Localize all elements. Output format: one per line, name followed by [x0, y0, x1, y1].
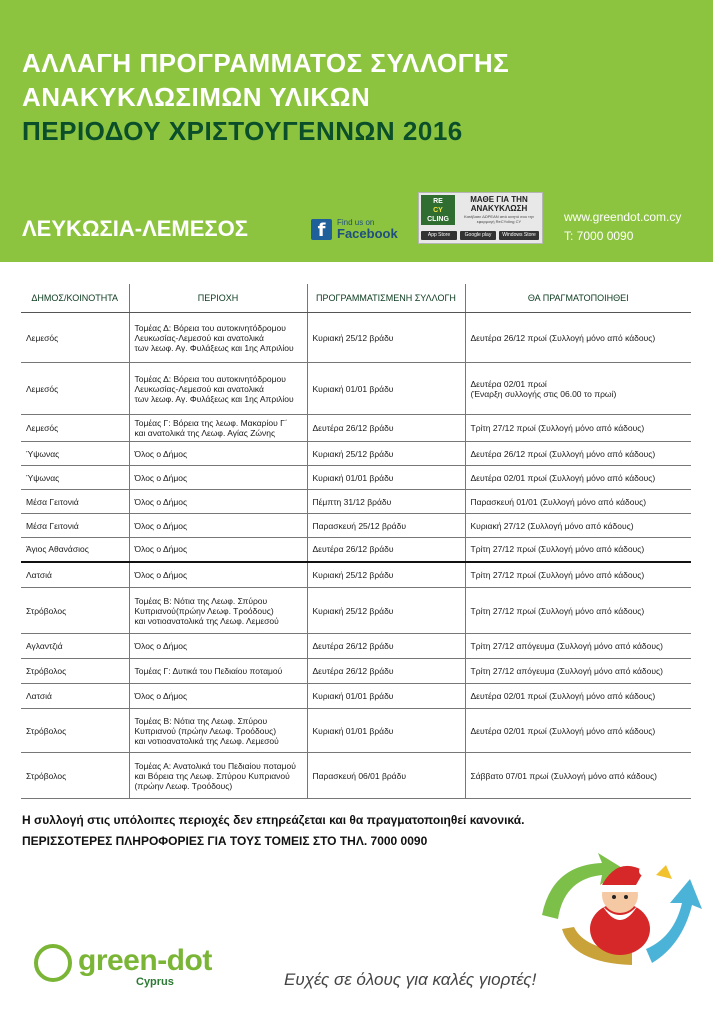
notice-line-2: ΠΕΡΙΣΣΟΤΕΡΕΣ ΠΛΗΡΟΦΟΡΙΕΣ ΓΙΑ ΤΟΥΣ ΤΟΜΕΙΣ ΣΤΟ ΤΗΛ. 7000 0090 — [22, 834, 428, 848]
cell-rescheduled: Τρίτη 27/12 απόγευμα (Συλλογή μόνο από κάδους) — [465, 659, 691, 684]
header-banner — [0, 0, 713, 262]
table-row — [21, 466, 691, 490]
cell-scheduled: Κυριακή 01/01 βράδυ — [307, 363, 465, 415]
table-row — [21, 562, 691, 588]
facebook-icon: f — [311, 219, 332, 240]
cell-area: Τομέας Β: Νότια της Λεωφ. Σπύρου Κυπριανού(πρώην Λεωφ. Τροόδους) και νοτιοανατολικά της Λεωφ. Λεμεσού — [129, 588, 307, 634]
table-row — [21, 363, 691, 415]
table-row — [21, 514, 691, 538]
santa-eye — [624, 895, 628, 899]
cell-municipality: Ύψωνας — [21, 442, 129, 466]
cell-rescheduled: Δευτέρα 02/01 πρωί (Έναρξη συλλογής στις 06.00 το πρωί) — [465, 363, 691, 415]
phone-number: T: 7000 0090 — [564, 229, 634, 243]
cell-scheduled: Παρασκευή 06/01 βράδυ — [307, 753, 465, 799]
cell-area: Όλος ο Δήμος — [129, 562, 307, 588]
cell-rescheduled: Τρίτη 27/12 πρωί (Συλλογή μόνο από κάδους) — [465, 562, 691, 588]
table-row — [21, 684, 691, 709]
app-store-button[interactable]: App Store — [421, 231, 457, 240]
cell-rescheduled: Δευτέρα 02/01 πρωί (Συλλογή μόνο από κάδους) — [465, 709, 691, 753]
title-line-2: ΑΝΑΚΥΚΛΩΣΙΜΩΝ ΥΛΙΚΩΝ — [22, 82, 371, 112]
cell-area: Όλος ο Δήμος — [129, 466, 307, 490]
recycling-sub-text: Κατέβασε ΔΩΡΕΑΝ από κινητό σου την εφαρμογή ReCYcling CY — [464, 214, 534, 224]
cell-municipality: Λατσιά — [21, 562, 129, 588]
cell-area: Όλος ο Δήμος — [129, 490, 307, 514]
cell-scheduled: Κυριακή 25/12 βράδυ — [307, 313, 465, 363]
cell-municipality: Στρόβολος — [21, 588, 129, 634]
santa-eye — [612, 895, 616, 899]
cell-scheduled: Δευτέρα 26/12 βράδυ — [307, 538, 465, 562]
cell-rescheduled: Παρασκευή 01/01 (Συλλογή μόνο από κάδους) — [465, 490, 691, 514]
cell-scheduled: Κυριακή 25/12 βράδυ — [307, 562, 465, 588]
facebook-find-text: Find us on — [337, 218, 375, 227]
cell-area: Τομέας Α: Ανατολικά του Πεδιαίου ποταμού και Βόρεια της Λεωφ. Σπύρου Κυπριανού (πρώην Λεωφ. Τροόδους) — [129, 753, 307, 799]
col-header-scheduled: ΠΡΟΓΡΑΜΜΑΤΙΣΜΕΝΗ ΣΥΛΛΟΓΗ — [307, 284, 465, 313]
cell-area: Τομέας Δ: Βόρεια του αυτοκινητόδρομου Λευκωσίας-Λεμεσού και ανατολικά των λεωφ. Αγ. Φυλάξεως και 1ης Απριλίου — [129, 313, 307, 363]
cell-rescheduled: Δευτέρα 26/12 πρωί (Συλλογή μόνο από κάδους) — [465, 442, 691, 466]
table-row — [21, 415, 691, 442]
cell-area: Τομέας Β: Νότια της Λεωφ. Σπύρου Κυπριανού (πρώην Λεωφ. Τροόδους) και νοτιοανατολικά της Λεωφ. Λεμεσού — [129, 709, 307, 753]
cell-scheduled: Δευτέρα 26/12 βράδυ — [307, 659, 465, 684]
cell-area: Τομέας Δ: Βόρεια του αυτοκινητόδρομου Λευκωσίας-Λεμεσού και ανατολικά των λεωφ. Αγ. Φυλάξεως και 1ης Απριλίου — [129, 363, 307, 415]
table-row — [21, 634, 691, 659]
region-label: ΛΕΥΚΩΣΙΑ-ΛΕΜΕΣΟΣ — [22, 216, 248, 241]
cell-scheduled: Παρασκευή 25/12 βράδυ — [307, 514, 465, 538]
schedule-table — [21, 284, 691, 799]
santa-hat-trim — [598, 885, 642, 892]
col-header-rescheduled: ΘΑ ΠΡΑΓΜΑΤΟΠΟΙΗΘΕΙ — [465, 284, 691, 313]
cell-scheduled: Κυριακή 01/01 βράδυ — [307, 709, 465, 753]
cell-municipality: Στρόβολος — [21, 659, 129, 684]
table-row — [21, 538, 691, 562]
green-dot-logo — [34, 942, 234, 992]
cell-municipality: Άγιος Αθανάσιος — [21, 538, 129, 562]
season-greeting: Ευχές σε όλους για καλές γιορτές! — [284, 970, 537, 989]
cell-scheduled: Κυριακή 25/12 βράδυ — [307, 588, 465, 634]
logo-country: Cyprus — [136, 976, 174, 988]
cell-rescheduled: Τρίτη 27/12 πρωί (Συλλογή μόνο από κάδους) — [465, 538, 691, 562]
cell-municipality: Λεμεσός — [21, 415, 129, 442]
google-play-button[interactable]: Google play — [460, 231, 496, 240]
title-line-1: ΑΛΛΑΓΗ ΠΡΟΓΡΑΜΜΑΤΟΣ ΣΥΛΛΟΓΗΣ — [22, 48, 510, 78]
cell-municipality: Ύψωνας — [21, 466, 129, 490]
cell-municipality: Στρόβολος — [21, 753, 129, 799]
col-header-municipality: ΔΗΜΟΣ/ΚΟΙΝΟΤΗΤΑ — [21, 284, 129, 313]
table-row — [21, 753, 691, 799]
cell-municipality: Στρόβολος — [21, 709, 129, 753]
cell-scheduled: Δευτέρα 26/12 βράδυ — [307, 415, 465, 442]
cell-scheduled: Κυριακή 01/01 βράδυ — [307, 466, 465, 490]
cell-municipality: Αγλαντζιά — [21, 634, 129, 659]
cell-area: Όλος ο Δήμος — [129, 634, 307, 659]
recycle-arrow-blue — [646, 879, 702, 963]
cell-scheduled: Δευτέρα 26/12 βράδυ — [307, 634, 465, 659]
santa-hat-pompom — [639, 866, 649, 876]
cell-scheduled: Κυριακή 25/12 βράδυ — [307, 442, 465, 466]
cell-scheduled: Κυριακή 01/01 βράδυ — [307, 684, 465, 709]
table-row — [21, 659, 691, 684]
cell-rescheduled: Τρίτη 27/12 απόγευμα (Συλλογή μόνο από κάδους) — [465, 634, 691, 659]
logo-text: green-dot — [78, 944, 212, 977]
col-header-area: ΠΕΡΙΟΧΗ — [129, 284, 307, 313]
facebook-name-text: Facebook — [337, 226, 398, 241]
cell-rescheduled: Τρίτη 27/12 πρωί (Συλλογή μόνο από κάδους) — [465, 588, 691, 634]
website-link[interactable]: www.greendot.com.cy — [564, 210, 682, 224]
cell-area: Τομέας Γ: Δυτικά του Πεδιαίου ποταμού — [129, 659, 307, 684]
table-header-row — [21, 284, 691, 313]
table-row — [21, 709, 691, 753]
santa-recycling-icon — [532, 845, 708, 973]
table-row — [21, 588, 691, 634]
cell-rescheduled: Δευτέρα 02/01 πρωί (Συλλογή μόνο από κάδους) — [465, 684, 691, 709]
cell-municipality: Μέσα Γειτονιά — [21, 514, 129, 538]
windows-store-button[interactable]: Windows Store — [499, 231, 539, 240]
cell-area: Όλος ο Δήμος — [129, 538, 307, 562]
cell-municipality: Λεμεσός — [21, 313, 129, 363]
table-row — [21, 442, 691, 466]
recycling-learn-text: ΜΑΘΕ ΓΙΑ ΤΗΝ ΑΝΑΚΥΚΛΩΣΗ — [470, 195, 528, 213]
facebook-link[interactable] — [311, 217, 399, 243]
cell-rescheduled: Δευτέρα 02/01 πρωί (Συλλογή μόνο από κάδους) — [465, 466, 691, 490]
cell-rescheduled: Σάββατο 07/01 πρωί (Συλλογή μόνο από κάδους) — [465, 753, 691, 799]
cell-area: Όλος ο Δήμος — [129, 442, 307, 466]
cell-municipality: Λεμεσός — [21, 363, 129, 415]
table-row — [21, 313, 691, 363]
cell-area: Τομέας Γ: Βόρεια της λεωφ. Μακαρίου Γ΄ και ανατολικά της Λεωφ. Αγίας Ζώνης — [129, 415, 307, 442]
green-dot-recycle-icon — [34, 944, 72, 982]
cell-area: Όλος ο Δήμος — [129, 514, 307, 538]
cell-area: Όλος ο Δήμος — [129, 684, 307, 709]
recycling-logo-icon: RE CY CLING — [421, 195, 455, 225]
cell-municipality: Λατσιά — [21, 684, 129, 709]
cell-rescheduled: Δευτέρα 26/12 πρωί (Συλλογή μόνο από κάδους) — [465, 313, 691, 363]
santa-bell — [656, 865, 672, 879]
recycling-app-badge[interactable] — [418, 192, 543, 244]
cell-rescheduled: Τρίτη 27/12 πρωί (Συλλογή μόνο από κάδους) — [465, 415, 691, 442]
cell-municipality: Μέσα Γειτονιά — [21, 490, 129, 514]
notice-line-1: Η συλλογή στις υπόλοιπες περιοχές δεν επηρεάζεται και θα πραγματοποιηθεί κανονικά. — [22, 813, 525, 827]
cell-rescheduled: Κυριακή 27/12 (Συλλογή μόνο από κάδους) — [465, 514, 691, 538]
title-line-3: ΠΕΡΙΟΔΟΥ ΧΡΙΣΤΟΥΓΕΝΝΩΝ 2016 — [22, 116, 463, 146]
cell-scheduled: Πέμπτη 31/12 βράδυ — [307, 490, 465, 514]
table-row — [21, 490, 691, 514]
